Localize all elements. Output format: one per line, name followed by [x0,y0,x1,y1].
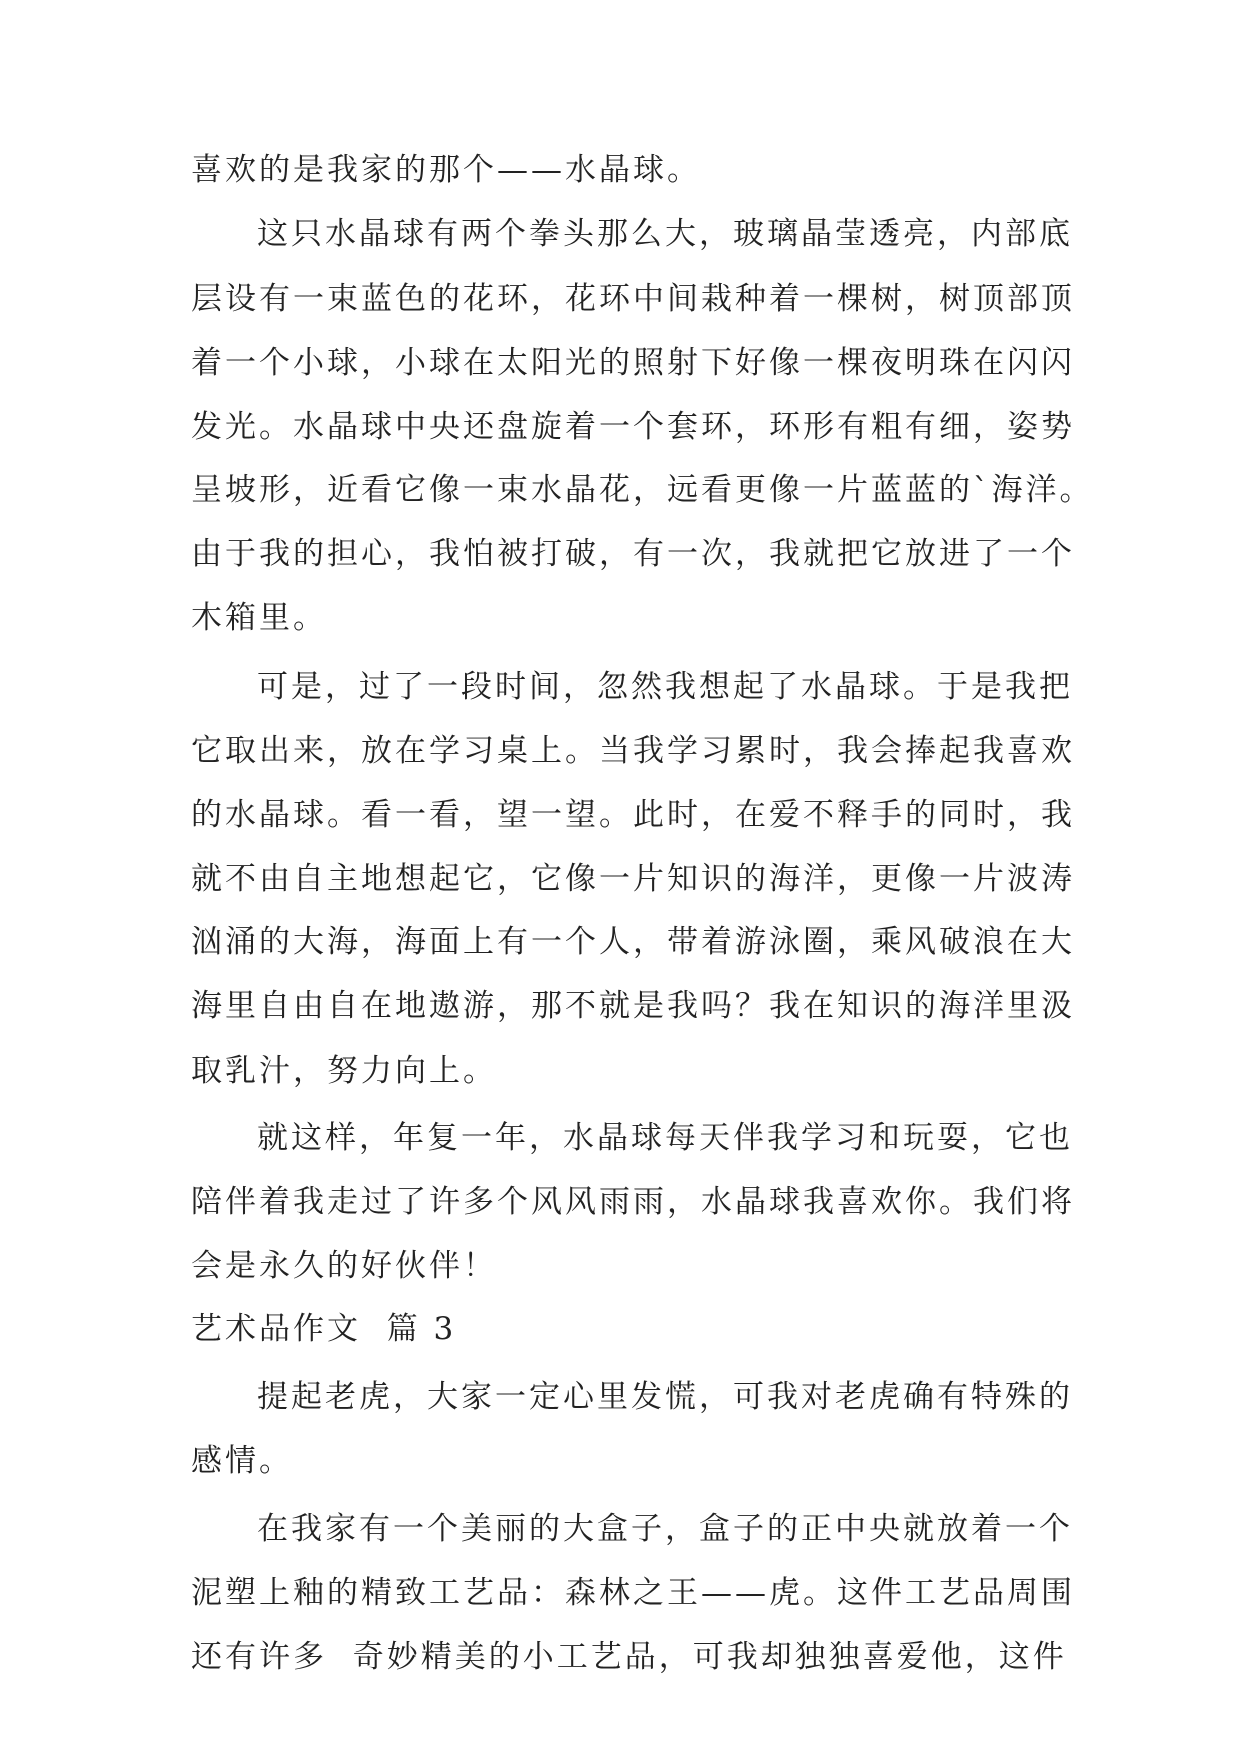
paragraph-first-line: 可是，过了一段时间，忽然我想起了水晶球。于是我把 [257,669,1073,705]
paragraph-first-line: 提起老虎，大家一定心里发慌，可我对老虎确有特殊的 [257,1379,1073,1415]
text-line: 汹涌的大海，海面上有一个人，带着游泳圈，乘风破浪在大 [191,924,1075,960]
text-line: 会是永久的好伙伴！ [191,1248,497,1284]
paragraph-first-line: 就这样，年复一年，水晶球每天伴我学习和玩耍，它也 [257,1120,1073,1156]
text-line: 木箱里。 [191,600,327,636]
text-line: 泥塑上釉的精致工艺品：森林之王——虎。这件工艺品周围 [191,1575,1075,1611]
section-heading: 艺术品作文 篇 3 [191,1311,457,1347]
paragraph-first-line: 在我家有一个美丽的大盒子，盒子的正中央就放着一个 [257,1511,1073,1547]
text-line: 陪伴着我走过了许多个风风雨雨，水晶球我喜欢你。我们将 [191,1184,1075,1220]
text-line: 着一个小球，小球在太阳光的照射下好像一棵夜明珠在闪闪 [191,345,1075,381]
text-line: 还有许多 奇妙精美的小工艺品，可我却独独喜爱他，这件 [191,1639,1067,1675]
text-line: 海里自由自在地遨游，那不就是我吗？我在知识的海洋里汲 [191,988,1075,1024]
text-line: 呈坡形，近看它像一束水晶花，远看更像一片蓝蓝的`海洋。 [191,472,1094,508]
text-line: 由于我的担心，我怕被打破，有一次，我就把它放进了一个 [191,536,1075,572]
text-line: 就不由自主地想起它，它像一片知识的海洋，更像一片波涛 [191,861,1075,897]
paragraph-first-line: 这只水晶球有两个拳头那么大，玻璃晶莹透亮，内部底 [257,216,1073,252]
text-line: 它取出来，放在学习桌上。当我学习累时，我会捧起我喜欢 [191,733,1075,769]
text-line: 取乳汁，努力向上。 [191,1053,497,1089]
text-line: 层设有一束蓝色的花环，花环中间栽种着一棵树，树顶部顶 [191,281,1075,317]
text-line: 喜欢的是我家的那个——水晶球。 [191,152,701,188]
text-line: 发光。水晶球中央还盘旋着一个套环，环形有粗有细，姿势 [191,409,1075,445]
text-line: 的水晶球。看一看，望一望。此时，在爱不释手的同时，我 [191,797,1075,833]
text-line: 感情。 [191,1443,293,1479]
